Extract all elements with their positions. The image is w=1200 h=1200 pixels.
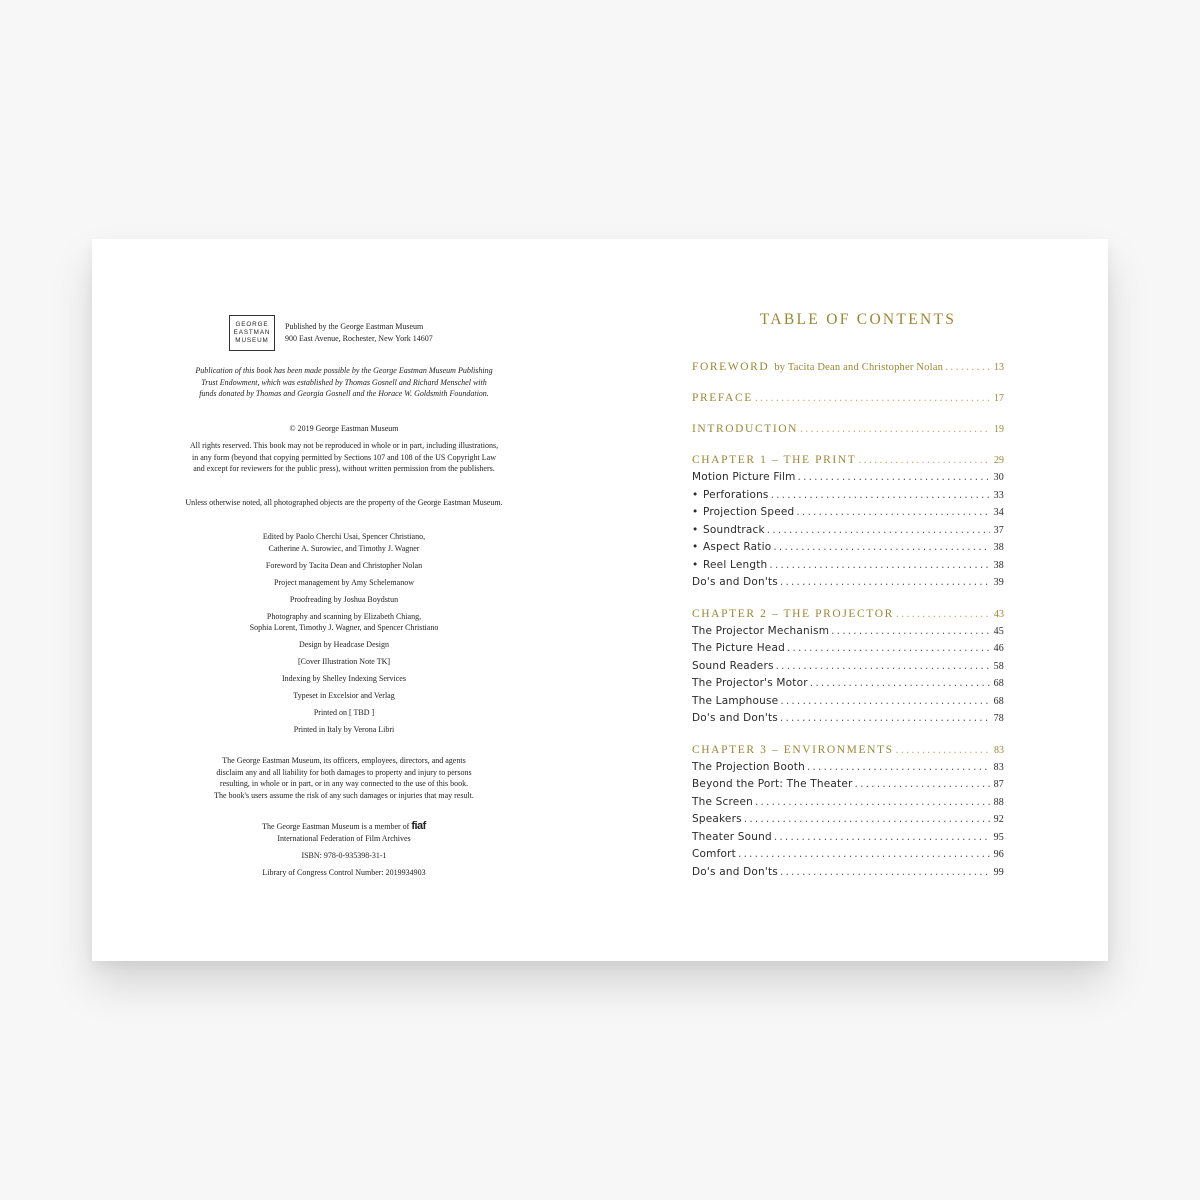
toc-heading-entry <box>692 744 1004 756</box>
toc-entry-label: The Picture Head <box>692 642 785 654</box>
toc-entry-label: Beyond the Port: The Theater <box>692 778 853 790</box>
toc-subentry <box>692 712 1004 724</box>
toc-entry-label-group <box>692 489 769 501</box>
toc-entry-page: 87 <box>993 779 1004 790</box>
toc-subentry <box>692 695 1004 707</box>
toc-entry-page: 45 <box>993 625 1004 637</box>
endowment-line: funds donated by Thomas and Georgia Gosnell and the Horace W. Goldsmith Foundation. <box>199 389 489 398</box>
dot-leader <box>773 541 990 553</box>
credit-cover: [Cover Illustration Note TK] <box>297 657 391 666</box>
dot-leader <box>776 660 990 672</box>
dot-leader <box>787 642 990 654</box>
publisher-line: Published by the George Eastman Museum <box>285 322 424 331</box>
credit-printed-on: Printed on [ TBD ] <box>313 708 375 717</box>
rights-note <box>170 440 518 475</box>
toc-entry-label-group <box>692 660 774 672</box>
credit-design: Design by Headcase Design <box>299 640 389 649</box>
toc-entry-label-group <box>692 831 772 843</box>
credit-edited-line: Edited by Paolo Cherchi Usai, Spencer Christiano, <box>262 532 426 541</box>
toc-entry-page: 95 <box>993 831 1004 843</box>
credit-indexing: Indexing by Shelley Indexing Services <box>282 674 406 683</box>
dot-leader <box>780 866 990 878</box>
toc-entry-label-group <box>692 866 778 878</box>
loc-number: Library of Congress Control Number: 2019934903 <box>262 867 426 877</box>
rights-line: and except for reviewers for the public press), without written permission from the publishers. <box>193 464 495 473</box>
toc-entry-label-group <box>692 361 943 373</box>
dot-leader <box>810 677 990 689</box>
copyright-text: © 2019 George Eastman Museum <box>289 424 399 433</box>
bullet-icon: • <box>692 558 699 571</box>
toc-subentry <box>692 778 1004 790</box>
toc-entry-label-group <box>692 677 808 689</box>
toc-entry-label-group <box>692 524 765 536</box>
member-line: The George Eastman Museum is a member of <box>262 822 410 831</box>
dot-leader <box>807 761 990 773</box>
endowment-line: Trust Endowment, which was established by Thomas Gosnell and Richard Menschel with <box>201 377 487 387</box>
toc-entry-label: Motion Picture Film <box>692 471 796 483</box>
dot-leader <box>800 423 990 435</box>
credit-printed-in: Printed in Italy by Verona Libri <box>293 725 395 734</box>
colophon-page <box>92 239 600 961</box>
credit-photography <box>174 611 514 634</box>
toc-entry-label: Reel Length <box>703 558 768 571</box>
toc-entry-label: The Projection Booth <box>692 760 805 773</box>
toc-entry-label-group <box>692 744 894 756</box>
toc-entry-page: 37 <box>993 524 1004 536</box>
credit-edited-line: Catherine A. Surowiec, and Timothy J. Wagner <box>268 543 420 553</box>
toc-entry-label: Speakers <box>692 813 742 825</box>
toc-entry-page: 83 <box>994 744 1004 756</box>
toc-entry-label: Do's and Don'ts <box>692 712 778 724</box>
toc-entry-page: 38 <box>993 542 1004 553</box>
toc-entry-page: 88 <box>993 796 1004 808</box>
rights-line: in any form (beyond that copying permitted by Sections 107 and 108 of the US Copyright Law <box>192 452 496 462</box>
dot-leader <box>798 471 990 483</box>
toc-entry-label-group <box>692 712 778 724</box>
endowment-note <box>174 365 514 400</box>
toc-entry-label: Projection Speed <box>703 506 795 518</box>
dot-leader <box>855 778 990 790</box>
endowment-line: Publication of this book has been made possible by the George Eastman Museum Publishing <box>195 366 493 375</box>
toc-subentry <box>692 848 1004 860</box>
toc-entry-page: 33 <box>993 489 1004 501</box>
toc-entry-label: Do's and Don'ts <box>692 576 778 588</box>
toc-entry-page: 38 <box>993 559 1004 571</box>
toc-entry-page: 13 <box>994 362 1004 373</box>
dot-leader <box>796 506 990 518</box>
toc-subentry <box>692 576 1004 588</box>
disclaimer-line: disclaim any and all liability for both damages to property and injury to persons <box>216 767 472 777</box>
disclaimer-line: resulting, in whole or in part, or in any way connected to the use of this book. <box>219 779 469 788</box>
toc-entry-label: INTRODUCTION <box>692 423 799 435</box>
dot-leader <box>780 695 990 707</box>
dot-leader <box>780 712 990 724</box>
dot-leader <box>738 848 990 860</box>
toc-entry-label: Sound Readers <box>692 659 774 672</box>
toc-subentry <box>692 625 1004 637</box>
toc-entry-page: 17 <box>994 393 1004 404</box>
credit-proofreading: Proofreading by Joshua Boydstun <box>289 594 399 604</box>
toc-entry-page: 99 <box>993 866 1004 878</box>
rights-line: All rights reserved. This book may not be reproduced in whole or in part, including illustrations, <box>189 441 499 450</box>
toc-entry-label: FOREWORD <box>692 361 770 373</box>
dot-leader <box>774 831 990 843</box>
dot-leader <box>755 796 990 808</box>
logo-line: GEORGE <box>235 321 269 328</box>
copyright-line <box>174 423 514 435</box>
toc-subentry <box>692 660 1004 672</box>
publisher-info <box>285 321 433 344</box>
toc-entry-label-group <box>692 392 753 404</box>
dot-leader <box>780 576 990 588</box>
toc-entry-label-group <box>692 423 798 435</box>
bullet-icon: • <box>692 488 699 501</box>
dot-leader <box>945 361 990 373</box>
toc-subentry <box>692 813 1004 825</box>
dot-leader <box>896 608 990 620</box>
toc-entry-label-group <box>692 541 771 553</box>
toc-heading-entry <box>692 361 1004 373</box>
credit-typeset: Typeset in Excelsior and Verlag <box>293 691 395 700</box>
toc-entry-label-group <box>692 813 742 825</box>
disclaimer <box>170 755 518 801</box>
toc-entry-label-group <box>692 471 796 483</box>
toc-entry-byline: by Tacita Dean and Christopher Nolan <box>774 362 944 373</box>
toc-subentry <box>692 524 1004 536</box>
credit-project: Project management by Amy Schelemanow <box>274 577 414 587</box>
toc-entry-label: The Projector's Motor <box>692 677 808 689</box>
toc-entry-page: 30 <box>993 472 1004 483</box>
toc-entry-label-group <box>692 796 753 808</box>
toc-entry-page: 78 <box>993 713 1004 724</box>
credit-photo-line: Sophia Lorent, Timothy J. Wagner, and Spencer Christiano <box>249 623 439 632</box>
toc-entry-page: 58 <box>993 660 1004 672</box>
credit-photo-line: Photography and scanning by Elizabeth Chiang, <box>266 611 422 621</box>
toc-entry-label-group <box>692 559 767 571</box>
dot-leader <box>858 454 990 466</box>
dot-leader <box>744 813 990 825</box>
dot-leader <box>767 524 990 536</box>
toc-subentry <box>692 761 1004 773</box>
membership-block <box>174 821 514 878</box>
credit-foreword: Foreword by Tacita Dean and Christopher Nolan <box>265 560 423 570</box>
bullet-icon: • <box>692 506 699 518</box>
toc-entry-page: 96 <box>993 849 1004 860</box>
toc-entry-page: 34 <box>993 507 1004 518</box>
toc-entry-label-group <box>692 642 785 654</box>
toc-entry-page: 43 <box>994 608 1004 620</box>
dot-leader <box>831 625 990 637</box>
toc-title: TABLE OF CONTENTS <box>759 311 957 328</box>
toc-entry-page: 92 <box>993 814 1004 825</box>
dot-leader <box>755 392 990 404</box>
toc-entry-page: 83 <box>993 761 1004 773</box>
toc-entry-label: Aspect Ratio <box>703 541 772 553</box>
toc-subentry <box>692 489 1004 501</box>
toc-entry-label: CHAPTER 1 – THE PRINT <box>692 454 857 466</box>
toc-entry-page: 68 <box>993 678 1004 689</box>
publisher-header <box>229 315 433 351</box>
disclaimer-line: The George Eastman Museum, its officers, employees, directors, and agents <box>222 756 466 765</box>
toc-entry-label-group <box>692 778 853 790</box>
logo-line: EASTMAN <box>233 329 271 336</box>
toc-entry-label-group <box>692 454 856 466</box>
toc-entry-label-group <box>692 848 736 860</box>
credit-edited <box>174 531 514 554</box>
toc-entry-label: Comfort <box>692 848 736 860</box>
toc-entry-label: Perforations <box>703 488 769 501</box>
toc-entry-label: The Lamphouse <box>692 694 779 707</box>
toc-entry-label-group <box>692 625 829 637</box>
toc-entry-label: PREFACE <box>692 392 753 404</box>
toc-page <box>600 239 1108 961</box>
toc-heading-entry <box>692 454 1004 466</box>
toc-heading-entry <box>692 423 1004 435</box>
toc-subentry <box>692 541 1004 553</box>
toc-heading-entry <box>692 608 1004 620</box>
credits <box>174 531 514 736</box>
toc-entry-page: 46 <box>993 643 1004 654</box>
toc-subentry <box>692 831 1004 843</box>
toc-subentry <box>692 796 1004 808</box>
toc-entry-label: Soundtrack <box>703 523 765 536</box>
logo-line: MUSEUM <box>235 337 269 344</box>
toc-entry-label-group <box>692 576 778 588</box>
bullet-icon: • <box>692 523 699 536</box>
museum-logo <box>229 315 275 351</box>
toc-entry-page: 19 <box>994 424 1004 435</box>
toc-subentry <box>692 471 1004 483</box>
toc-subentry <box>692 559 1004 571</box>
fiaf-logo: fiaf <box>411 820 426 832</box>
toc-entry-label-group <box>692 695 778 707</box>
toc-entry-label: Theater Sound <box>692 830 772 843</box>
toc-entry-page: 39 <box>993 577 1004 588</box>
toc-entry-label: The Projector Mechanism <box>692 624 830 637</box>
toc-entry-page: 29 <box>994 455 1004 466</box>
isbn: ISBN: 978-0-935398-31-1 <box>301 850 387 860</box>
photo-note-text: Unless otherwise noted, all photographed objects are the property of the George Eastman Museum. <box>185 498 503 507</box>
toc-entry-label: The Screen <box>692 795 753 808</box>
disclaimer-line: The book's users assume the risk of any such damages or injuries that may result. <box>214 790 474 800</box>
toc-entry-label: Do's and Don'ts <box>692 865 778 878</box>
membership <box>174 821 514 844</box>
dot-leader <box>771 489 990 501</box>
toc-subentry <box>692 642 1004 654</box>
address-line: 900 East Avenue, Rochester, New York 14607 <box>285 333 433 343</box>
dot-leader <box>896 744 990 756</box>
dot-leader <box>769 559 990 571</box>
toc-entry-label: CHAPTER 3 – ENVIRONMENTS <box>692 743 894 756</box>
federation-name: International Federation of Film Archives <box>277 833 411 843</box>
toc-subentry <box>692 506 1004 518</box>
toc-entry-page: 68 <box>993 695 1004 707</box>
toc-entry-label-group <box>692 761 805 773</box>
toc-heading-entry <box>692 392 1004 404</box>
toc-entry-label-group <box>692 608 894 620</box>
toc-entry-label-group <box>692 506 794 518</box>
toc-entry-label: CHAPTER 2 – THE PROJECTOR <box>692 607 894 620</box>
toc-subentry <box>692 866 1004 878</box>
bullet-icon: • <box>692 541 699 553</box>
photo-note <box>164 497 524 509</box>
toc-subentry <box>692 677 1004 689</box>
